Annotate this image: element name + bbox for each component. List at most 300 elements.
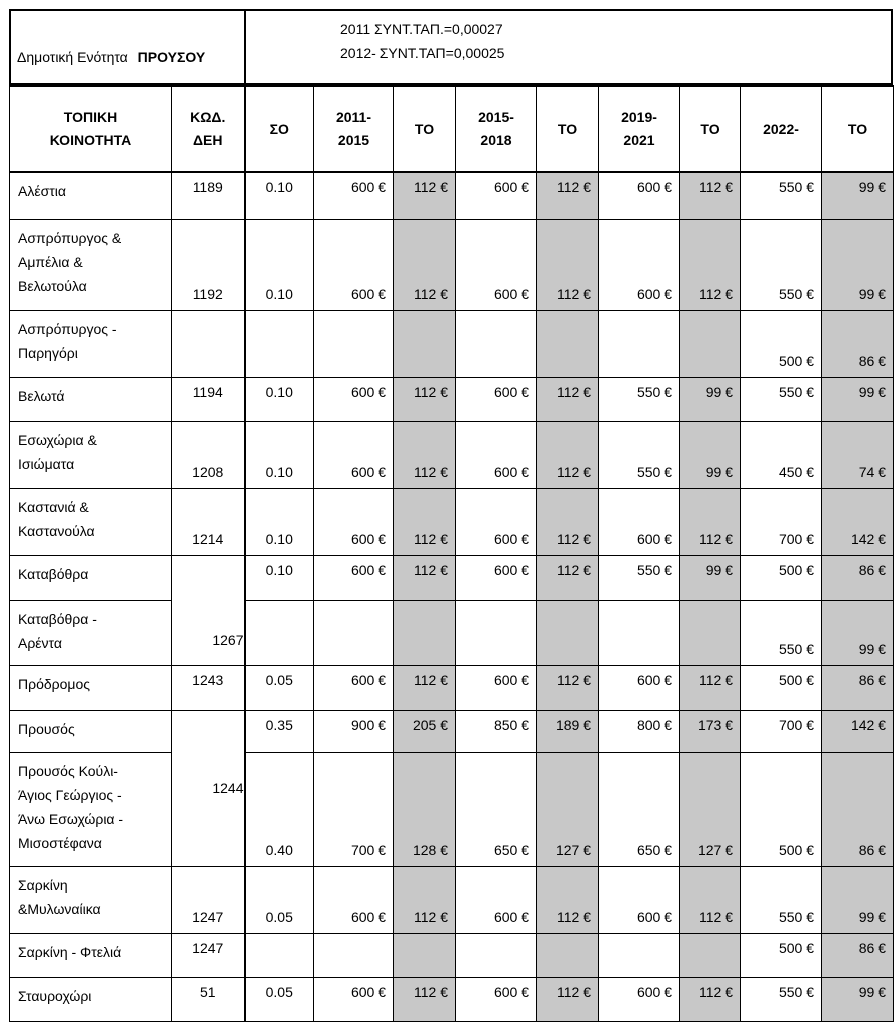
- to-2022: [822, 665, 894, 710]
- community-name-line: Μισοστέφανα: [18, 834, 102, 851]
- value-2022-text: 500 €: [778, 939, 814, 956]
- to-2011-2015: [394, 377, 456, 421]
- value-2022: [741, 555, 822, 600]
- so-cell: [245, 488, 314, 555]
- to-2011-2015: [394, 219, 456, 310]
- table-row: [10, 421, 894, 488]
- value-2015-2018-text: 600 €: [493, 671, 529, 688]
- to-2022: [822, 710, 894, 752]
- value-2019-2021-text: [599, 934, 679, 940]
- value-2019-2021-text: 600 €: [636, 671, 672, 688]
- to-2022: [822, 310, 894, 377]
- value-2011-2015: [314, 933, 394, 977]
- value-2015-2018: [456, 488, 537, 555]
- value-2011-2015-text: 900 €: [350, 716, 386, 733]
- to-2019-2021-text: [680, 934, 740, 940]
- community-name-line: Καταβόθρα -: [18, 610, 97, 627]
- table-body: [10, 172, 894, 1021]
- value-2015-2018: [456, 219, 537, 310]
- code-cell: [172, 665, 245, 710]
- to-2011-2015: [394, 421, 456, 488]
- to-2015-2018: [537, 421, 599, 488]
- value-2011-2015-text: 600 €: [350, 530, 386, 547]
- value-2015-2018-text: 600 €: [493, 383, 529, 400]
- value-2019-2021: [599, 377, 680, 421]
- to-2011-2015-text: [394, 369, 455, 377]
- value-2015-2018-text: [456, 369, 536, 377]
- value-2022: [741, 172, 822, 219]
- to-2022: [822, 172, 894, 219]
- header-block: [9, 9, 893, 85]
- to-2019-2021: [680, 219, 741, 310]
- to-2015-2018-text: 112 €: [557, 671, 591, 688]
- community-name-line: Άνω Εσωχώρια -: [18, 810, 124, 827]
- code-value: 51: [199, 983, 216, 1000]
- so-cell-text: 0.10: [265, 383, 293, 400]
- value-2011-2015: [314, 421, 394, 488]
- to-2011-2015-text: 128 €: [412, 841, 448, 858]
- to-2015-2018-text: 112 €: [557, 463, 591, 480]
- col-to-1: ΤΟ: [394, 86, 456, 172]
- code-cell: [172, 866, 245, 933]
- table-row: [10, 310, 894, 377]
- to-2019-2021: [680, 665, 741, 710]
- community-name-line: Πρόδρομος: [18, 675, 91, 692]
- value-2019-2021-text: 550 €: [636, 383, 672, 400]
- value-2019-2021: [599, 555, 680, 600]
- so-cell-text: [246, 934, 314, 940]
- community-name-cell: [10, 710, 172, 752]
- to-2015-2018-text: 112 €: [557, 179, 591, 195]
- to-2011-2015: [394, 488, 456, 555]
- coefficient-cell: [246, 11, 891, 83]
- to-2022-text: 99 €: [858, 983, 886, 1000]
- col-2019-2021: 2019- 2021: [599, 86, 680, 172]
- community-name-cell: [10, 665, 172, 710]
- code-value: 1192: [192, 285, 223, 302]
- to-2015-2018: [537, 665, 599, 710]
- to-2019-2021-text: 173 €: [697, 716, 733, 733]
- so-cell-text: 0.05: [265, 671, 293, 688]
- to-2015-2018: [537, 752, 599, 866]
- value-2019-2021: [599, 933, 680, 977]
- to-2015-2018-text: 112 €: [557, 908, 591, 925]
- so-cell: [245, 866, 314, 933]
- value-2015-2018: [456, 866, 537, 933]
- value-2019-2021: [599, 600, 680, 665]
- value-2019-2021: [599, 310, 680, 377]
- to-2019-2021: [680, 421, 741, 488]
- value-2011-2015-text: 600 €: [350, 285, 386, 302]
- value-2015-2018-text: 850 €: [493, 716, 529, 733]
- value-2022-text: 550 €: [778, 983, 814, 1000]
- value-2011-2015: [314, 310, 394, 377]
- value-2022: [741, 977, 822, 1021]
- to-2022-text: 142 €: [850, 716, 886, 733]
- table-row: [10, 977, 894, 1021]
- to-2011-2015: [394, 977, 456, 1021]
- value-2019-2021-text: 600 €: [636, 285, 672, 302]
- value-2011-2015-text: 600 €: [350, 671, 386, 688]
- community-name-cell: [10, 752, 172, 866]
- to-2019-2021-text: 112 €: [699, 908, 733, 925]
- value-2019-2021-text: 550 €: [636, 463, 672, 480]
- community-name-line: Καταβόθρα: [18, 565, 89, 582]
- table-row: [10, 752, 894, 866]
- value-2019-2021-text: 800 €: [636, 716, 672, 733]
- to-2011-2015-text: 112 €: [414, 561, 448, 578]
- table-row: [10, 219, 894, 310]
- community-name-cell: [10, 488, 172, 555]
- value-2011-2015-text: [314, 657, 393, 665]
- code-value: 1267: [212, 632, 244, 648]
- so-cell-text: 0.10: [265, 285, 293, 302]
- value-2022: [741, 310, 822, 377]
- value-2022-text: 500 €: [778, 561, 814, 578]
- community-name-cell: [10, 933, 172, 977]
- code-cell: [172, 933, 245, 977]
- value-2011-2015-text: [314, 934, 393, 940]
- table-row: [10, 488, 894, 555]
- value-2015-2018: [456, 665, 537, 710]
- coefficient-2012: 2012- ΣΥΝΤ.ΤΑΠ=0,00025: [340, 45, 505, 61]
- col-community: ΤΟΠΙΚΗ ΚΟΙΝΟΤΗΤΑ: [10, 86, 172, 172]
- table-row: [10, 665, 894, 710]
- value-2022: [741, 933, 822, 977]
- value-2011-2015-text: 600 €: [350, 983, 386, 1000]
- so-cell-text: 0.10: [265, 561, 293, 578]
- so-cell-text: [246, 369, 314, 377]
- value-2015-2018-text: 600 €: [493, 561, 529, 578]
- so-cell-text: 0.05: [265, 983, 293, 1000]
- to-2022: [822, 933, 894, 977]
- to-2015-2018: [537, 488, 599, 555]
- community-name-line: Εσωχώρια &: [18, 431, 97, 448]
- value-2011-2015: [314, 488, 394, 555]
- to-2015-2018-text: 112 €: [557, 561, 591, 578]
- to-2015-2018-text: 112 €: [557, 983, 591, 1000]
- value-2022-text: 550 €: [778, 383, 814, 400]
- to-2011-2015: [394, 555, 456, 600]
- code-cell: [172, 172, 245, 219]
- code-value: 1194: [192, 383, 223, 400]
- to-2015-2018: [537, 172, 599, 219]
- table-row: [10, 710, 894, 752]
- to-2022-text: 142 €: [850, 530, 886, 547]
- value-2022-text: 700 €: [778, 716, 814, 733]
- to-2015-2018: [537, 933, 599, 977]
- to-2022-text: 99 €: [858, 908, 886, 925]
- so-cell: [245, 665, 314, 710]
- to-2019-2021: [680, 377, 741, 421]
- to-2015-2018-text: 189 €: [555, 716, 591, 733]
- community-name-line: Ασπρόπυργος &: [18, 229, 122, 246]
- value-2011-2015: [314, 665, 394, 710]
- to-2019-2021: [680, 310, 741, 377]
- to-2022-text: 99 €: [858, 179, 886, 195]
- to-2011-2015: [394, 172, 456, 219]
- to-2022: [822, 488, 894, 555]
- value-2011-2015-text: 700 €: [350, 841, 386, 858]
- col-2022: 2022-: [741, 86, 822, 172]
- so-cell: [245, 752, 314, 866]
- value-2011-2015-text: 600 €: [350, 908, 386, 925]
- to-2015-2018: [537, 219, 599, 310]
- to-2022-text: 86 €: [858, 561, 886, 578]
- value-2022: [741, 752, 822, 866]
- value-2019-2021: [599, 866, 680, 933]
- to-2022-text: 86 €: [858, 939, 886, 956]
- code-value: 1244: [212, 780, 244, 796]
- to-2019-2021-text: 112 €: [699, 983, 733, 1000]
- community-name-line: Καστανιά &: [18, 498, 89, 515]
- value-2022: [741, 421, 822, 488]
- to-2019-2021-text: [680, 657, 740, 665]
- to-2019-2021: [680, 488, 741, 555]
- value-2015-2018: [456, 977, 537, 1021]
- fee-table: [9, 85, 894, 1022]
- code-cell: [172, 377, 245, 421]
- community-name-line: Παρηγόρι: [18, 344, 78, 361]
- so-cell: [245, 600, 314, 665]
- to-2015-2018-text: 112 €: [557, 530, 591, 547]
- so-cell: [245, 555, 314, 600]
- value-2015-2018-text: 600 €: [493, 285, 529, 302]
- table-row: [10, 377, 894, 421]
- table-header-row: [10, 86, 894, 172]
- to-2015-2018: [537, 710, 599, 752]
- so-cell-text: 0.35: [265, 716, 293, 733]
- so-cell-text: 0.10: [265, 530, 293, 547]
- to-2022: [822, 752, 894, 866]
- so-cell: [245, 421, 314, 488]
- community-name-line: Αμπέλια &: [18, 253, 83, 270]
- value-2019-2021-text: 600 €: [636, 179, 672, 195]
- code-value: 1247: [192, 939, 224, 956]
- so-cell-text: 0.10: [265, 179, 293, 195]
- value-2022-text: 550 €: [778, 908, 814, 925]
- to-2015-2018: [537, 377, 599, 421]
- to-2019-2021: [680, 172, 741, 219]
- to-2022-text: 86 €: [858, 352, 886, 369]
- value-2015-2018-text: 600 €: [493, 983, 529, 1000]
- code-cell: [172, 310, 245, 377]
- unit-name: ΠΡΟΥΣΟΥ: [137, 49, 206, 65]
- to-2011-2015-text: 112 €: [414, 908, 448, 925]
- value-2015-2018-text: 600 €: [493, 530, 529, 547]
- so-cell-text: 0.05: [265, 908, 293, 925]
- value-2015-2018-text: 600 €: [493, 463, 529, 480]
- col-2011-2015: 2011- 2015: [314, 86, 394, 172]
- unit-caption: [17, 49, 205, 65]
- to-2019-2021: [680, 555, 741, 600]
- to-2011-2015: [394, 933, 456, 977]
- value-2011-2015: [314, 555, 394, 600]
- to-2019-2021: [680, 710, 741, 752]
- value-2015-2018-text: 600 €: [493, 908, 529, 925]
- value-2019-2021: [599, 219, 680, 310]
- to-2015-2018: [537, 977, 599, 1021]
- community-name-cell: [10, 866, 172, 933]
- to-2011-2015: [394, 665, 456, 710]
- so-cell: [245, 933, 314, 977]
- unit-cell: [11, 11, 246, 83]
- code-value: 1247: [192, 908, 224, 925]
- to-2019-2021: [680, 600, 741, 665]
- to-2011-2015: [394, 710, 456, 752]
- community-name-cell: [10, 310, 172, 377]
- value-2019-2021-text: 600 €: [636, 530, 672, 547]
- to-2019-2021-text: [680, 369, 740, 377]
- value-2015-2018-text: [456, 657, 536, 665]
- community-name-line: Προυσός: [18, 720, 75, 737]
- so-cell-text: [246, 657, 314, 665]
- to-2011-2015-text: 112 €: [414, 530, 448, 547]
- table-row: [10, 866, 894, 933]
- community-name-line: &Μυλωναίικα: [18, 900, 101, 917]
- code-value: 1214: [192, 530, 224, 547]
- to-2019-2021: [680, 933, 741, 977]
- value-2015-2018: [456, 421, 537, 488]
- code-value: 1243: [192, 671, 224, 688]
- value-2015-2018-text: [456, 934, 536, 940]
- value-2022-text: 550 €: [778, 179, 814, 195]
- value-2019-2021: [599, 710, 680, 752]
- so-cell: [245, 219, 314, 310]
- community-name-cell: [10, 977, 172, 1021]
- value-2022-text: 500 €: [778, 352, 814, 369]
- so-cell: [245, 310, 314, 377]
- so-cell-text: 0.40: [265, 841, 293, 858]
- community-name-cell: [10, 600, 172, 665]
- to-2015-2018-text: [537, 657, 598, 665]
- value-2019-2021-text: 550 €: [636, 561, 672, 578]
- value-2022: [741, 665, 822, 710]
- value-2019-2021: [599, 752, 680, 866]
- value-2015-2018-text: 650 €: [493, 841, 529, 858]
- value-2022: [741, 710, 822, 752]
- to-2011-2015-text: 112 €: [414, 463, 448, 480]
- to-2015-2018: [537, 555, 599, 600]
- community-name-line: Σαρκίνη: [18, 876, 68, 893]
- value-2019-2021-text: 650 €: [636, 841, 672, 858]
- code-value: 1189: [192, 179, 223, 195]
- so-cell: [245, 377, 314, 421]
- to-2019-2021-text: 99 €: [705, 561, 733, 578]
- value-2019-2021-text: [599, 369, 679, 377]
- code-cell: [172, 219, 245, 310]
- value-2011-2015: [314, 600, 394, 665]
- so-cell: [245, 172, 314, 219]
- to-2011-2015: [394, 310, 456, 377]
- code-cell: [172, 421, 245, 488]
- value-2015-2018: [456, 710, 537, 752]
- community-name-line: Ισιώματα: [18, 455, 75, 472]
- community-name-cell: [10, 377, 172, 421]
- to-2022-text: 86 €: [858, 671, 886, 688]
- community-name-line: Σταυροχώρι: [18, 987, 92, 1004]
- community-name-cell: [10, 421, 172, 488]
- to-2022-text: 74 €: [858, 463, 886, 480]
- table-row: [10, 600, 894, 665]
- community-name-line: Αρέντα: [18, 634, 62, 651]
- code-value: [172, 369, 244, 377]
- to-2011-2015: [394, 752, 456, 866]
- community-name-line: Σαρκίνη - Φτελιά: [18, 943, 122, 960]
- value-2022-text: 450 €: [778, 463, 814, 480]
- value-2019-2021-text: 600 €: [636, 908, 672, 925]
- to-2011-2015: [394, 600, 456, 665]
- to-2011-2015-text: 112 €: [414, 671, 448, 688]
- to-2015-2018-text: 112 €: [557, 285, 591, 302]
- to-2022: [822, 866, 894, 933]
- value-2022-text: 500 €: [778, 671, 814, 688]
- to-2011-2015-text: 112 €: [414, 179, 448, 195]
- col-to-3: ΤΟ: [680, 86, 741, 172]
- value-2022-text: 700 €: [778, 530, 814, 547]
- to-2019-2021-text: 99 €: [705, 463, 733, 480]
- value-2015-2018: [456, 172, 537, 219]
- to-2022-text: 86 €: [858, 841, 886, 858]
- to-2015-2018: [537, 310, 599, 377]
- to-2022: [822, 977, 894, 1021]
- to-2022-text: 99 €: [858, 285, 886, 302]
- value-2011-2015: [314, 752, 394, 866]
- community-name-line: Βελωτά: [18, 387, 65, 404]
- value-2011-2015: [314, 172, 394, 219]
- community-name-line: Προυσός Κούλι-: [18, 762, 118, 779]
- code-cell: [172, 488, 245, 555]
- to-2011-2015-text: [394, 657, 455, 665]
- value-2019-2021: [599, 488, 680, 555]
- to-2019-2021-text: 99 €: [705, 383, 733, 400]
- value-2011-2015: [314, 377, 394, 421]
- value-2011-2015-text: 600 €: [350, 561, 386, 578]
- code-cell: [172, 555, 245, 665]
- to-2019-2021-text: 112 €: [699, 179, 733, 195]
- value-2022-text: 500 €: [778, 841, 814, 858]
- code-cell: [172, 710, 245, 866]
- col-code: ΚΩΔ. ΔΕΗ: [172, 86, 245, 172]
- value-2019-2021: [599, 977, 680, 1021]
- to-2019-2021: [680, 752, 741, 866]
- value-2019-2021: [599, 665, 680, 710]
- value-2011-2015: [314, 977, 394, 1021]
- community-name-line: Ασπρόπυργος -: [18, 320, 117, 337]
- value-2022: [741, 488, 822, 555]
- to-2011-2015: [394, 866, 456, 933]
- to-2019-2021-text: 112 €: [699, 671, 733, 688]
- community-name-cell: [10, 172, 172, 219]
- code-cell: [172, 977, 245, 1021]
- value-2022: [741, 866, 822, 933]
- community-name-cell: [10, 555, 172, 600]
- value-2011-2015: [314, 710, 394, 752]
- value-2011-2015-text: [314, 369, 393, 377]
- col-to-2: ΤΟ: [537, 86, 599, 172]
- to-2022: [822, 421, 894, 488]
- community-name-cell: [10, 219, 172, 310]
- value-2015-2018: [456, 933, 537, 977]
- value-2019-2021-text: [599, 657, 679, 665]
- to-2011-2015-text: 112 €: [414, 983, 448, 1000]
- value-2011-2015: [314, 866, 394, 933]
- community-name-line: Καστανούλα: [18, 522, 95, 539]
- value-2015-2018-text: 600 €: [493, 179, 529, 195]
- to-2019-2021-text: 127 €: [697, 841, 733, 858]
- value-2022: [741, 219, 822, 310]
- to-2015-2018-text: [537, 934, 598, 940]
